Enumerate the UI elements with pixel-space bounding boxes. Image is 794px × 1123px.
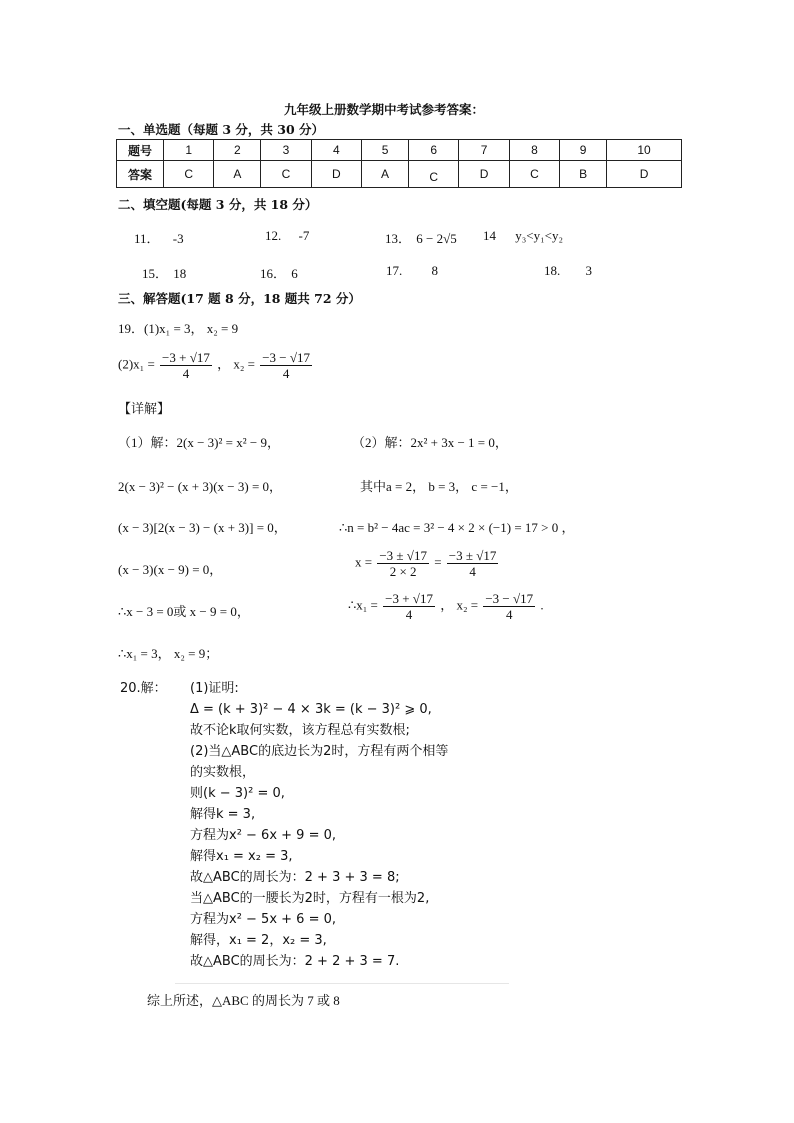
table-row-answers (117, 161, 682, 188)
table-cell: 1 (164, 140, 214, 161)
item-number: 18. (544, 263, 561, 278)
fraction-denominator: 2 × 2 (389, 564, 417, 579)
fill-item (386, 263, 438, 279)
expr-text: (2)x₁ = (118, 356, 155, 372)
table-cell: D (311, 161, 361, 188)
fraction-numerator: −3 + √17 (162, 350, 210, 365)
table-cell: D (459, 161, 509, 188)
table-cell: 3 (261, 140, 311, 161)
work-line: （2）解：2x² + 3x − 1 = 0， (352, 435, 508, 450)
table-cell: A (362, 161, 409, 188)
expr-text: x = (355, 554, 373, 570)
table-cell: 4 (311, 140, 361, 161)
fraction-denominator: 4 (182, 366, 190, 381)
solution-line: 解得x₁ = x₂ = 3, (190, 849, 293, 864)
item-number: 11． (134, 231, 160, 246)
table-cell: C (509, 161, 559, 188)
solution-line: 则(k − 3)² = 0, (190, 786, 285, 801)
row-label-answer: 答案 (117, 161, 164, 188)
table-cell: 8 (509, 140, 559, 161)
table-cell: A (214, 161, 261, 188)
fraction (377, 548, 429, 579)
item-answer: 6 (291, 266, 298, 281)
fraction-numerator: −3 − √17 (262, 350, 311, 365)
item-number: 15． (142, 266, 169, 281)
solution-line: (1)证明: (190, 681, 239, 696)
item-number: 13． (385, 231, 412, 246)
fraction-numerator: −3 ± √17 (379, 548, 427, 563)
work-line: （1）解：2(x − 3)² = x² − 9， (118, 435, 280, 450)
table-cell: 10 (607, 140, 682, 161)
q20-label: 20.解： (120, 681, 167, 696)
item-answer: 18 (173, 266, 187, 281)
fill-item (260, 263, 298, 282)
answer-table (116, 139, 682, 188)
fraction-denominator: 4 (505, 607, 513, 622)
fill-item (134, 228, 184, 247)
work-line: (x − 3)(x − 9) = 0， (118, 562, 223, 577)
item-answer: -7 (298, 228, 310, 243)
table-cell: C (409, 161, 459, 188)
item-number: 14 (483, 228, 496, 243)
fraction (447, 548, 499, 579)
item-answer: 8 (431, 263, 438, 278)
fraction (483, 591, 535, 622)
detail-label: 【详解】 (118, 402, 171, 417)
work-line: 2(x − 3)² − (x + 3)(x − 3) = 0， (118, 479, 283, 494)
fraction (383, 591, 435, 622)
fill-item (483, 228, 563, 244)
fraction-numerator: −3 − √17 (485, 591, 534, 606)
table-cell: C (261, 161, 311, 188)
work-line: ∴x − 3 = 0或 x − 9 = 0， (118, 604, 250, 619)
table-cell: 9 (560, 140, 607, 161)
solution-line: 解得，x₁ = 2，x₂ = 3, (190, 933, 327, 948)
fill-item (544, 263, 592, 279)
table-cell: 5 (362, 140, 409, 161)
item-answer: 6 − 2√5 (416, 231, 457, 246)
table-cell: 2 (214, 140, 261, 161)
fraction-denominator: 4 (282, 366, 290, 381)
quadratic-formula-line (355, 548, 500, 579)
item-answer: -3 (172, 231, 184, 246)
table-row-numbers (117, 140, 682, 161)
row-label-number: 题号 (117, 140, 164, 161)
expr-text: . (540, 597, 544, 613)
expr-text: ∴x₁ = (348, 597, 378, 613)
roots-line (348, 591, 544, 622)
item-number: 12. (265, 228, 282, 243)
table-cell: B (560, 161, 607, 188)
solution-line: 故△ABC的周长为：2 + 2 + 3 = 7. (190, 954, 400, 969)
fill-item (385, 228, 457, 247)
fraction-denominator: 4 (469, 564, 476, 579)
fill-item (265, 228, 309, 244)
item-number: 16． (260, 266, 287, 281)
solution-line: 故△ABC的周长为：2 + 3 + 3 = 8; (190, 870, 400, 885)
section1-heading: 一、单选题（每题 3 分，共 30 分） (118, 122, 325, 137)
table-cell: 7 (459, 140, 509, 161)
fraction-numerator: −3 + √17 (385, 591, 433, 606)
solution-line: 解得k = 3, (190, 807, 256, 822)
solution-line: 故不论k取何实数，该方程总有实数根; (190, 723, 410, 738)
divider (175, 983, 509, 984)
fraction (260, 350, 312, 381)
q19-part1-answer: 19．(1)x₁ = 3， x₂ = 9 (118, 321, 239, 336)
item-answer: 3 (585, 263, 592, 278)
page-title: 九年级上册数学期中考试参考答案： (284, 102, 485, 117)
q20-solution (190, 678, 448, 972)
solution-line: 当△ABC的一腰长为2时，方程有一根为2, (190, 891, 430, 906)
section2-heading: 二、填空题(每题 3 分，共 18 分） (118, 197, 318, 212)
table-cell: C (164, 161, 214, 188)
item-number: 17. (386, 263, 403, 278)
fraction (160, 350, 212, 381)
work-line: ∴n = b² − 4ac = 3² − 4 × 2 × (−1) = 17 > 0 ， (339, 520, 575, 535)
fill-item (142, 263, 186, 282)
q20-conclusion: 综上所述，△ABC 的周长为 7 或 8 (147, 993, 340, 1008)
solution-line: 方程为x² − 5x + 6 = 0, (190, 912, 337, 927)
section3-heading: 三、解答题(17 题 8 分，18 题共 72 分） (118, 291, 361, 306)
q19-part2-answer (118, 350, 314, 381)
solution-line: (2)当△ABC的底边长为2时，方程有两个相等 (190, 744, 449, 759)
table-cell: D (607, 161, 682, 188)
work-line: ∴x₁ = 3， x₂ = 9； (118, 646, 219, 661)
solution-line: Δ = (k + 3)² − 4 × 3k = (k − 3)² ⩾ 0, (190, 702, 432, 717)
solution-line: 的实数根， (190, 765, 256, 780)
expr-text: ， x₂ = (217, 356, 255, 372)
work-line: (x − 3)[2(x − 3) − (x + 3)] = 0， (118, 520, 287, 535)
expr-text: = (434, 554, 442, 570)
fraction-numerator: −3 ± √17 (448, 548, 497, 563)
expr-text: ， x₂ = (440, 597, 479, 613)
solution-line: 方程为x² − 6x + 9 = 0, (190, 828, 337, 843)
table-cell: 6 (409, 140, 459, 161)
item-answer: y₃<y₁<y₂ (515, 228, 564, 243)
fraction-denominator: 4 (405, 607, 413, 622)
work-line: 其中a = 2， b = 3， c = −1， (360, 479, 518, 494)
